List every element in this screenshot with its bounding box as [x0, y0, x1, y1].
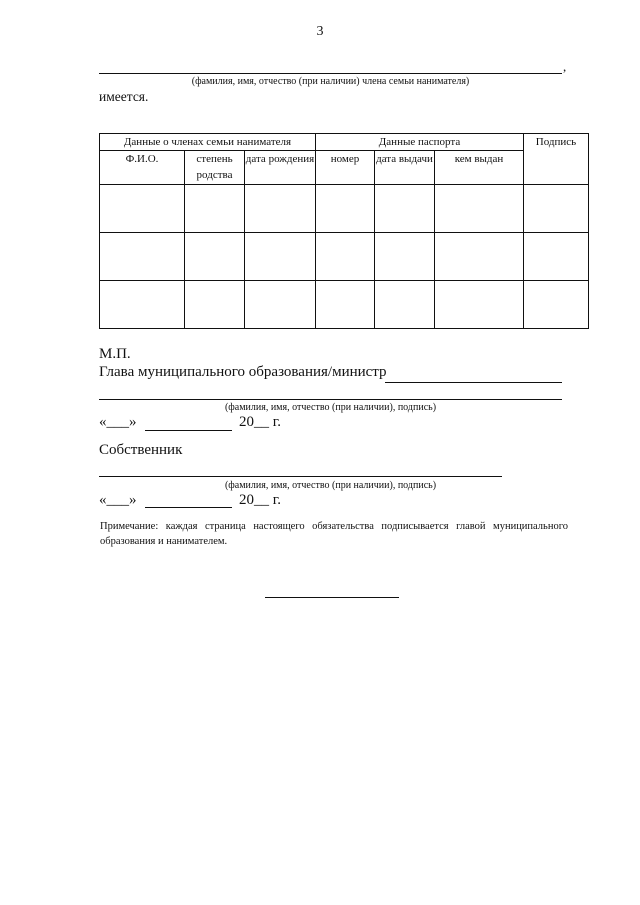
header-issued-by: кем выдан [435, 151, 524, 185]
page-number: 3 [316, 24, 324, 39]
table-row [100, 281, 589, 329]
table-cell [100, 185, 185, 233]
header-full-name: Ф.И.О. [100, 151, 185, 185]
family-members-table [99, 133, 589, 329]
date2-month-line [145, 507, 232, 508]
table-cell [185, 281, 245, 329]
date2-day: «___» [99, 492, 137, 508]
owner-caption: (фамилия, имя, отчество (при наличии), подпись) [224, 480, 437, 491]
member-name-caption: (фамилия, имя, отчество (при наличии) члена семьи нанимателя) [191, 76, 470, 87]
trailing-comma: , [563, 59, 567, 74]
table-cell [435, 233, 524, 281]
date1-day: «___» [99, 414, 137, 430]
header-issue-date: дата выдачи [375, 151, 435, 185]
table-cell [185, 185, 245, 233]
head-label: Глава муниципального образования/министр [99, 364, 387, 380]
table-cell [435, 185, 524, 233]
date1-year: 20__ г. [239, 414, 281, 430]
header-passport-number: номер [316, 151, 375, 185]
has-text: имеется. [99, 89, 149, 104]
table-cell [245, 185, 316, 233]
table-cell [100, 281, 185, 329]
date1-month-line [145, 430, 232, 431]
owner-label: Собственник [99, 442, 183, 458]
note-text: Примечание: каждая страница настоящего обязательства подписывается главой муниципального образования и нанимателем. [100, 521, 568, 547]
header-family-data: Данные о членах семьи нанимателя [100, 134, 316, 151]
head-caption: (фамилия, имя, отчество (при наличии), подпись) [224, 402, 437, 413]
head-name-line [99, 399, 562, 400]
seal-label: М.П. [99, 346, 131, 362]
table-row [100, 185, 589, 233]
table-cell [524, 233, 589, 281]
table-cell [524, 185, 589, 233]
table-cell [524, 281, 589, 329]
table-row [100, 233, 589, 281]
owner-name-line [99, 476, 502, 477]
closing-separator [265, 597, 399, 598]
table-cell [375, 233, 435, 281]
header-birth-date: дата рождения [245, 151, 316, 185]
table-cell [375, 281, 435, 329]
member-name-line [99, 73, 562, 74]
table-cell [100, 233, 185, 281]
table-cell [245, 233, 316, 281]
table-cell [316, 185, 375, 233]
table-cell [316, 281, 375, 329]
table-cell [316, 233, 375, 281]
table-cell [435, 281, 524, 329]
header-signature: Подпись [524, 134, 589, 185]
table-cell [375, 185, 435, 233]
table-cell [185, 233, 245, 281]
header-relationship: степень родства [185, 151, 245, 185]
head-signature-line [385, 382, 562, 383]
header-passport-data: Данные паспорта [316, 134, 524, 151]
date2-year: 20__ г. [239, 492, 281, 508]
table-cell [245, 281, 316, 329]
